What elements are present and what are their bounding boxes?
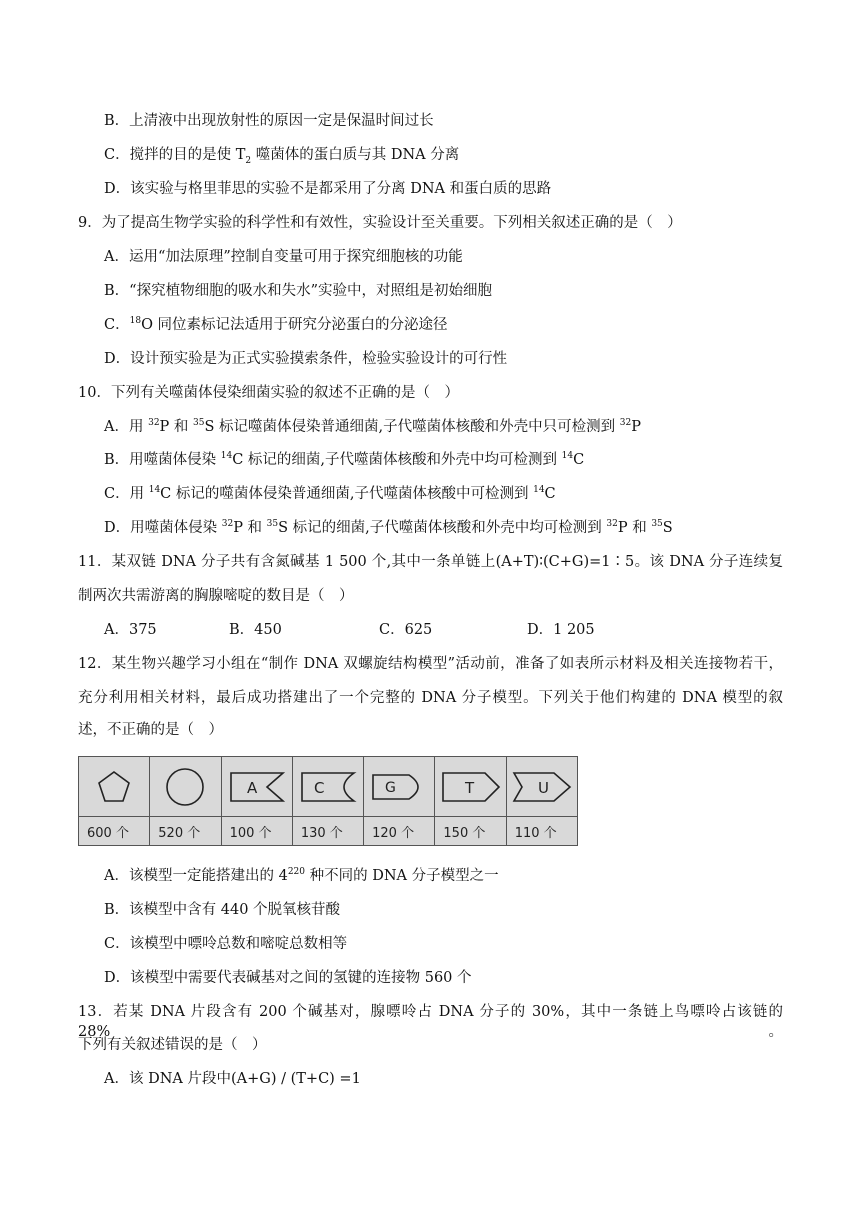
material-count: 130 个 [300,825,343,841]
q8-option-c: C．搅拌的目的是使 $T_2$ 噬菌体的蛋白质与其 DNA 分离 [104,147,460,166]
material-count: 520 个 [158,825,201,841]
q8-option-b: B．上清液中出现放射性的原因一定是保温时间过长 [104,113,434,129]
q12-option-a: A．该模型一定能搭建出的 $4^{220}$ 种不同的 DNA 分子模型之一 [104,867,499,884]
q11-stem-line2: 制两次共需游离的胸腺嘧啶的数目是（ ） [78,588,354,604]
material-count: 110 个 [514,825,557,841]
q9-option-a: A．运用“加法原理”控制自变量可用于探究细胞核的功能 [104,249,463,265]
material-cell-base-u [507,757,577,845]
q11-stem-line1: 11．某双链 DNA 分子共有含氮碱基 1 500 个,其中一条单链上(A+T)∶(C+G)=1∶5。该 DNA 分子连续复 [78,554,783,570]
q11-option-c: C．625 [379,622,433,638]
material-cell-base-t [435,757,506,845]
material-count: 120 个 [372,825,415,841]
q9-option-b: B．“探究植物细胞的吸水和失水”实验中，对照组是初始细胞 [104,283,492,299]
material-cell-base-g [364,757,435,845]
material-count: 150 个 [443,825,486,841]
q12-option-d: D．该模型中需要代表碱基对之间的氢键的连接物 560 个 [104,970,472,986]
q13-option-a: A．该 DNA 片段中(A+G) / (T+C) =1 [104,1071,361,1087]
q10-option-c: C．用 $^{14}$C 标记的噬菌体侵染普通细菌,子代噬菌体核酸中可检测到 $^{14}$C [104,485,556,502]
q10-option-a: A．用 $^{32}$P 和 $^{35}$S 标记噬菌体侵染普通细菌,子代噬菌体核酸和外壳中只可检测到 $^{32}$P [104,418,641,435]
material-cell-circle [150,757,221,845]
q12-option-b: B．该模型中含有 440 个脱氧核苷酸 [104,902,341,918]
base-c-arc-icon [298,767,358,807]
q10-option-d: D．用噬菌体侵染 $^{32}$P 和 $^{35}$S 标记的细菌,子代噬菌体核酸和外壳中均可检测到 $^{32}$P 和 $^{35}$S [104,519,673,536]
q13-stem-line2: 下列有关叙述错误的是（ ） [78,1037,267,1053]
base-letter: C [313,778,325,797]
q12-stem-line3: 述，不正确的是（ ） [78,722,223,738]
base-letter: G [385,779,397,796]
base-t-arrow-icon [439,767,503,807]
base-letter: T [464,778,474,797]
q12-option-c: C．该模型中嘌呤总数和嘧啶总数相等 [104,936,348,952]
base-u-arrow-icon [510,767,574,807]
q9-stem: 9．为了提高生物学实验的科学性和有效性，实验设计至关重要。下列相关叙述正确的是（ ） [78,215,682,231]
q12-stem-line1: 12．某生物兴趣学习小组在“制作 DNA 双螺旋结构模型”活动前，准备了如表所示材料及相关连接物若干， [78,656,783,672]
dna-materials-table [78,756,578,846]
q9-option-d: D．设计预实验是为正式实验摸索条件，检验实验设计的可行性 [104,351,508,367]
q11-option-b: B．450 [229,622,282,638]
q10-option-b: B．用噬菌体侵染 $^{14}$C 标记的细菌,子代噬菌体核酸和外壳中均可检测到 $^{14}$C [104,451,585,468]
q10-stem: 10．下列有关噬菌体侵染细菌实验的叙述不正确的是（ ） [78,385,459,401]
material-count: 600 个 [87,825,129,841]
q12-stem-line2: 充分利用相关材料，最后成功搭建出了一个完整的 DNA 分子模型。下列关于他们构建的 DNA 模型的叙 [78,690,783,706]
material-cell-pentagon [79,757,150,845]
q9-option-c: C．$^{18}$O 同位素标记法适用于研究分泌蛋白的分泌途径 [104,316,448,333]
q8-option-d: D．该实验与格里菲思的实验不是都采用了分离 DNA 和蛋白质的思路 [104,181,552,197]
base-a-notch-icon [227,767,287,807]
material-cell-base-a [222,757,293,845]
q13-stem-line1: 13．若某 DNA 片段含有 200 个碱基对，腺嘌呤占 DNA 分子的 30%，其中一条链上鸟嘌呤占该链的 28%。 [78,1004,783,1040]
material-cell-base-c [293,757,364,845]
q11-option-d: D．1 205 [527,622,595,638]
q11-option-a: A．375 [104,622,157,638]
base-letter: A [246,778,257,797]
material-count: 100 个 [229,825,272,841]
circle-icon [163,765,207,809]
base-g-bump-icon [369,767,429,807]
pentagon-icon [94,767,134,807]
base-letter: U [537,778,549,797]
